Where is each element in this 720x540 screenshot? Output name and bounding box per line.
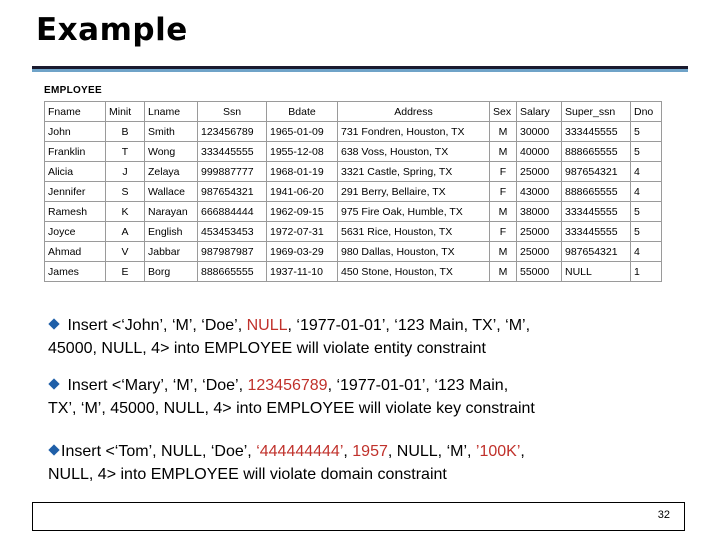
bullet-text: Insert <‘Tom’, NULL, ‘Doe’, xyxy=(61,443,257,460)
bullet-item-domain xyxy=(50,440,690,486)
table-cell: 38000 xyxy=(517,202,562,222)
table-cell: 333445555 xyxy=(562,122,631,142)
table-cell: M xyxy=(490,242,517,262)
table-cell: 4 xyxy=(631,182,662,202)
table-cell: Franklin xyxy=(45,142,106,162)
table-cell: 888665555 xyxy=(562,142,631,162)
table-cell: 1972-07-31 xyxy=(267,222,338,242)
table-cell: E xyxy=(106,262,145,282)
table-cell: 987654321 xyxy=(562,162,631,182)
table-cell: 731 Fondren, Houston, TX xyxy=(338,122,490,142)
table-cell: 1955-12-08 xyxy=(267,142,338,162)
col-header-lname: Lname xyxy=(145,102,198,122)
table-cell: John xyxy=(45,122,106,142)
bullet-text: Insert <‘Mary’, ‘M’, ‘Doe’, xyxy=(63,377,248,394)
table-cell: 5 xyxy=(631,142,662,162)
table-cell: V xyxy=(106,242,145,262)
table-cell: M xyxy=(490,142,517,162)
table-cell: 987987987 xyxy=(198,242,267,262)
table-cell: 1968-01-19 xyxy=(267,162,338,182)
table-cell: 888665555 xyxy=(562,182,631,202)
table-cell: 1937-11-10 xyxy=(267,262,338,282)
col-header-super-ssn: Super_ssn xyxy=(562,102,631,122)
table-cell: 666884444 xyxy=(198,202,267,222)
table-cell: 123456789 xyxy=(198,122,267,142)
table-cell: 333445555 xyxy=(562,202,631,222)
table-cell: Ramesh xyxy=(45,202,106,222)
col-header-bdate: Bdate xyxy=(267,102,338,122)
bullet-text-line2: 45000, NULL, 4> into EMPLOYEE will violate entity constraint xyxy=(48,340,486,357)
table-cell: J xyxy=(106,162,145,182)
slide-title: Example xyxy=(36,12,188,48)
table-cell: S xyxy=(106,182,145,202)
bullet-text: , xyxy=(520,443,525,460)
bullet-text-line2: TX’, ‘M’, 45000, NULL, 4> into EMPLOYEE will violate key constraint xyxy=(48,400,535,417)
highlight-ssn-string: ‘444444444’ xyxy=(256,443,344,460)
employee-table-body xyxy=(45,122,662,282)
table-cell: 333445555 xyxy=(562,222,631,242)
table-cell: 55000 xyxy=(517,262,562,282)
table-cell: 987654321 xyxy=(562,242,631,262)
table-cell: 5 xyxy=(631,122,662,142)
table-cell: Jennifer xyxy=(45,182,106,202)
diamond-bullet-icon xyxy=(48,378,59,389)
table-cell: Wong xyxy=(145,142,198,162)
table-cell: 999887777 xyxy=(198,162,267,182)
table-cell: 4 xyxy=(631,162,662,182)
highlight-bdate: 1957 xyxy=(352,443,388,460)
highlight-salary: ’100K’ xyxy=(475,443,521,460)
table-cell: 888665555 xyxy=(198,262,267,282)
table-cell: 638 Voss, Houston, TX xyxy=(338,142,490,162)
bullet-text: , xyxy=(343,443,353,460)
table-cell: 980 Dallas, Houston, TX xyxy=(338,242,490,262)
col-header-fname: Fname xyxy=(45,102,106,122)
table-cell: F xyxy=(490,222,517,242)
table-row xyxy=(45,242,662,262)
table-caption: EMPLOYEE xyxy=(44,85,102,96)
table-cell: 453453453 xyxy=(198,222,267,242)
bullet-item-entity xyxy=(50,314,690,360)
table-cell: 987654321 xyxy=(198,182,267,202)
table-cell: 25000 xyxy=(517,242,562,262)
table-cell: B xyxy=(106,122,145,142)
employee-table xyxy=(44,101,662,282)
table-cell: T xyxy=(106,142,145,162)
table-cell: 1962-09-15 xyxy=(267,202,338,222)
table-row xyxy=(45,182,662,202)
diamond-bullet-icon xyxy=(48,318,59,329)
bullet-text: , ‘1977-01-01’, ‘123 Main, xyxy=(327,377,509,394)
table-cell: 1965-01-09 xyxy=(267,122,338,142)
highlight-null: NULL xyxy=(246,317,288,334)
table-row xyxy=(45,202,662,222)
bullet-text: , NULL, ‘M’, xyxy=(387,443,476,460)
table-cell: M xyxy=(490,262,517,282)
col-header-minit: Minit xyxy=(106,102,145,122)
table-cell: M xyxy=(490,122,517,142)
table-cell: Borg xyxy=(145,262,198,282)
table-cell: Ahmad xyxy=(45,242,106,262)
table-cell: 1941-06-20 xyxy=(267,182,338,202)
table-row xyxy=(45,122,662,142)
table-cell: M xyxy=(490,202,517,222)
bullet-text: , ‘1977-01-01’, ‘123 Main, TX’, ‘M’, xyxy=(287,317,531,334)
table-cell: 333445555 xyxy=(198,142,267,162)
table-cell: F xyxy=(490,162,517,182)
bullet-item-key xyxy=(50,374,690,420)
table-cell: Smith xyxy=(145,122,198,142)
col-header-address: Address xyxy=(338,102,490,122)
table-cell: 40000 xyxy=(517,142,562,162)
table-cell: A xyxy=(106,222,145,242)
table-row xyxy=(45,262,662,282)
table-cell: 43000 xyxy=(517,182,562,202)
table-cell: 1 xyxy=(631,262,662,282)
table-cell: 4 xyxy=(631,242,662,262)
footer-bar xyxy=(32,502,685,531)
bullet-text-line2: NULL, 4> into EMPLOYEE will violate domain constraint xyxy=(48,466,447,483)
table-cell: James xyxy=(45,262,106,282)
title-divider-light xyxy=(32,69,688,72)
table-cell: Jabbar xyxy=(145,242,198,262)
table-cell: English xyxy=(145,222,198,242)
table-row xyxy=(45,162,662,182)
table-cell: 30000 xyxy=(517,122,562,142)
col-header-salary: Salary xyxy=(517,102,562,122)
table-cell: 1969-03-29 xyxy=(267,242,338,262)
table-cell: NULL xyxy=(562,262,631,282)
table-cell: K xyxy=(106,202,145,222)
table-row xyxy=(45,142,662,162)
col-header-sex: Sex xyxy=(490,102,517,122)
table-cell: Joyce xyxy=(45,222,106,242)
highlight-ssn: 123456789 xyxy=(247,377,328,394)
table-header-row xyxy=(45,102,662,122)
table-cell: 3321 Castle, Spring, TX xyxy=(338,162,490,182)
table-cell: 5 xyxy=(631,202,662,222)
table-cell: 5 xyxy=(631,222,662,242)
table-cell: 291 Berry, Bellaire, TX xyxy=(338,182,490,202)
table-cell: Narayan xyxy=(145,202,198,222)
table-cell: 450 Stone, Houston, TX xyxy=(338,262,490,282)
table-cell: 5631 Rice, Houston, TX xyxy=(338,222,490,242)
table-cell: F xyxy=(490,182,517,202)
bullet-text: Insert <‘John’, ‘M’, ‘Doe’, xyxy=(63,317,247,334)
table-cell: Wallace xyxy=(145,182,198,202)
diamond-bullet-icon xyxy=(48,444,59,455)
table-cell: Alicia xyxy=(45,162,106,182)
col-header-ssn: Ssn xyxy=(198,102,267,122)
table-cell: 25000 xyxy=(517,162,562,182)
table-cell: 975 Fire Oak, Humble, TX xyxy=(338,202,490,222)
col-header-dno: Dno xyxy=(631,102,662,122)
table-cell: Zelaya xyxy=(145,162,198,182)
table-row xyxy=(45,222,662,242)
table-cell: 25000 xyxy=(517,222,562,242)
page-number: 32 xyxy=(657,509,670,521)
